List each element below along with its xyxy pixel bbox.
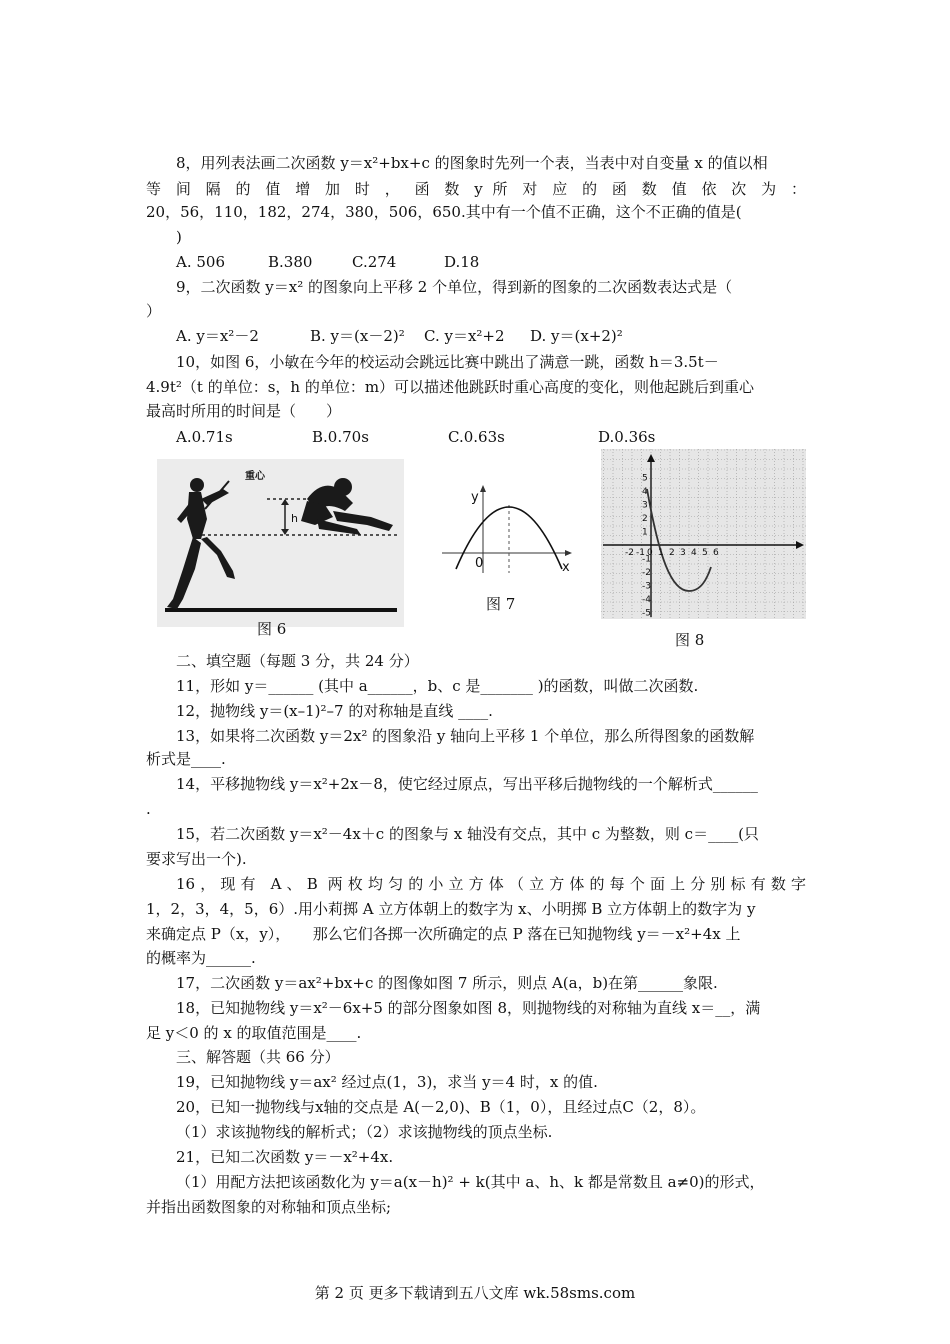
figure-8-grid-graph — [601, 449, 806, 619]
page-footer: 第 2 页 更多下载请到五八文库 wk.58sms.com — [314, 1284, 636, 1302]
q9-option-b: B. y＝(x－2)² — [310, 327, 405, 345]
fig6-center-label: 重心 — [245, 471, 265, 482]
q10-line2: 4.9t²（t 的单位：s，h 的单位：m）可以描述他跳跃时重心高度的变化，则他起跳后到重心 — [146, 378, 755, 396]
fig8-x-tick: 3 — [680, 548, 686, 558]
q9-line2: ） — [146, 302, 162, 320]
q8-line1: 8，用列表法画二次函数 y＝x²+bx+c 的图象时先列一个表，当表中对自变量 x 的值以相 — [176, 154, 768, 172]
section-3-heading: 三、解答题（共 66 分） — [176, 1048, 340, 1066]
q15-line2: 要求写出一个). — [146, 850, 247, 868]
q21-line1: 21，已知二次函数 y＝－x²+4x. — [176, 1148, 394, 1166]
q13-line1: 13，如果将二次函数 y＝2x² 的图象沿 y 轴向上平移 1 个单位，那么所得图象的函数解 — [176, 727, 755, 745]
fig7-y-label: y — [471, 490, 479, 505]
q8-line4: ) — [176, 228, 182, 246]
q16-line4: 的概率为______. — [146, 949, 256, 967]
fig8-y-tick: -3 — [642, 581, 651, 592]
q21-line2: （1）用配方法把该函数化为 y＝a(x－h)² + k(其中 a、h、k 都是常数且 a≠0)的形式， — [176, 1173, 765, 1191]
q8-option-a: A. 506 — [176, 253, 225, 271]
q16-line3: 来确定点 P（x，y）， 那么它们各掷一次所确定的点 P 落在已知抛物线 y＝－x²+4x 上 — [146, 925, 741, 943]
fig7-x-label: x — [562, 560, 570, 575]
fig8-y-tick: -5 — [642, 608, 651, 619]
q8-option-c: C.274 — [352, 253, 397, 271]
q14-line1: 14，平移抛物线 y＝x²+2x－8，使它经过原点，写出平移后抛物线的一个解析式______ — [176, 775, 758, 793]
fig8-x-tick: 5 — [702, 548, 708, 558]
q8-line3: 20，56，110，182，274，380，506，650.其中有一个值不正确，这个不正确的值是( — [146, 203, 742, 221]
q10-option-c: C.0.63s — [448, 428, 505, 446]
q20-line2: （1）求该抛物线的解析式；（2）求该抛物线的顶点坐标. — [176, 1123, 553, 1141]
fig8-y-tick: 4 — [642, 487, 648, 497]
fig8-x-tick: 1 — [658, 548, 664, 558]
fig8-x-tick: -2 — [625, 548, 634, 558]
figure-6-caption: 图 6 — [257, 620, 287, 638]
q13-line2: 析式是____. — [146, 750, 226, 768]
fig8-y-tick: 3 — [642, 500, 648, 511]
fig6-h-label: h — [291, 512, 298, 525]
q9-option-a: A. y＝x²－2 — [176, 327, 259, 345]
q9-line1: 9，二次函数 y＝x² 的图象向上平移 2 个单位，得到新的图象的二次函数表达式是（ — [176, 278, 733, 296]
q8-line2: 等 间 隔 的 值 增 加 时 ， 函 数 y 所 对 应 的 函 数 值 依 次 为 ： — [146, 180, 806, 198]
q16-line2: 1，2，3，4，5，6）.用小莉掷 A 立方体朝上的数字为 x、小明掷 B 立方体朝上的数字为 y — [146, 900, 756, 918]
q10-line3: 最高时所用的时间是（ ） — [146, 402, 342, 420]
fig8-y-tick: -2 — [642, 568, 651, 578]
q21-line3: 并指出函数图象的对称轴和顶点坐标; — [146, 1198, 392, 1216]
figure-8-caption: 图 8 — [675, 631, 705, 649]
q16-line1: 16，现有 A、B 两枚均匀的小立方体（立方体的每个面上分别标有数字 — [176, 875, 806, 893]
q19: 19，已知抛物线 y＝ax² 经过点(1，3)，求当 y＝4 时，x 的值. — [176, 1073, 598, 1091]
figure-7-parabola — [438, 483, 578, 575]
q17: 17，二次函数 y＝ax²+bx+c 的图像如图 7 所示，则点 A(a，b)在第______象限. — [176, 974, 718, 992]
section-2-heading: 二、填空题（每题 3 分，共 24 分） — [176, 652, 419, 670]
q18-line2: 足 y＜0 的 x 的取值范围是____. — [146, 1024, 362, 1042]
q8-option-d: D.18 — [444, 253, 480, 271]
fig8-x-tick: 0 — [647, 548, 653, 558]
q20-line1: 20，已知一抛物线与x轴的交点是 A(－2,0)、B（1，0），且经过点C（2，8）。 — [176, 1098, 706, 1116]
q15-line1: 15，若二次函数 y＝x²－4x＋c 的图象与 x 轴没有交点，其中 c 为整数，则 c＝____(只 — [176, 825, 759, 843]
fig8-x-tick: 4 — [691, 548, 697, 558]
q11: 11，形如 y＝______ (其中 a______，b、c 是_______ )的函数，叫做二次函数. — [176, 677, 699, 695]
fig8-y-tick: -4 — [642, 595, 651, 605]
q8-option-b: B.380 — [268, 253, 313, 271]
q10-option-b: B.0.70s — [312, 428, 369, 446]
fig8-y-tick: 2 — [642, 514, 648, 524]
q14-line2: . — [146, 800, 151, 818]
fig7-origin-label: 0 — [475, 556, 484, 571]
fig8-y-tick: 1 — [642, 527, 648, 538]
fig8-x-tick: 2 — [669, 548, 675, 558]
fig8-x-tick: 6 — [713, 548, 719, 558]
q9-option-d: D. y＝(x+2)² — [530, 327, 623, 345]
fig8-y-tick: -1 — [642, 554, 651, 565]
q10-line1: 10，如图 6，小敏在今年的校运动会跳远比赛中跳出了满意一跳，函数 h＝3.5t－ — [176, 353, 719, 371]
q10-option-d: D.0.36s — [598, 428, 656, 446]
fig8-x-tick: -1 — [636, 548, 645, 558]
q18-line1: 18，已知抛物线 y＝x²－6x+5 的部分图象如图 8，则抛物线的对称轴为直线 x＝__，满 — [176, 999, 761, 1017]
figure-6-long-jump — [157, 459, 404, 627]
figure-7-caption: 图 7 — [486, 595, 516, 613]
fig8-y-tick: 5 — [642, 473, 648, 484]
q9-option-c: C. y＝x²+2 — [424, 327, 505, 345]
q12: 12，抛物线 y＝(x–1)²–7 的对称轴是直线 ____. — [176, 702, 493, 720]
q10-option-a: A.0.71s — [176, 428, 233, 446]
